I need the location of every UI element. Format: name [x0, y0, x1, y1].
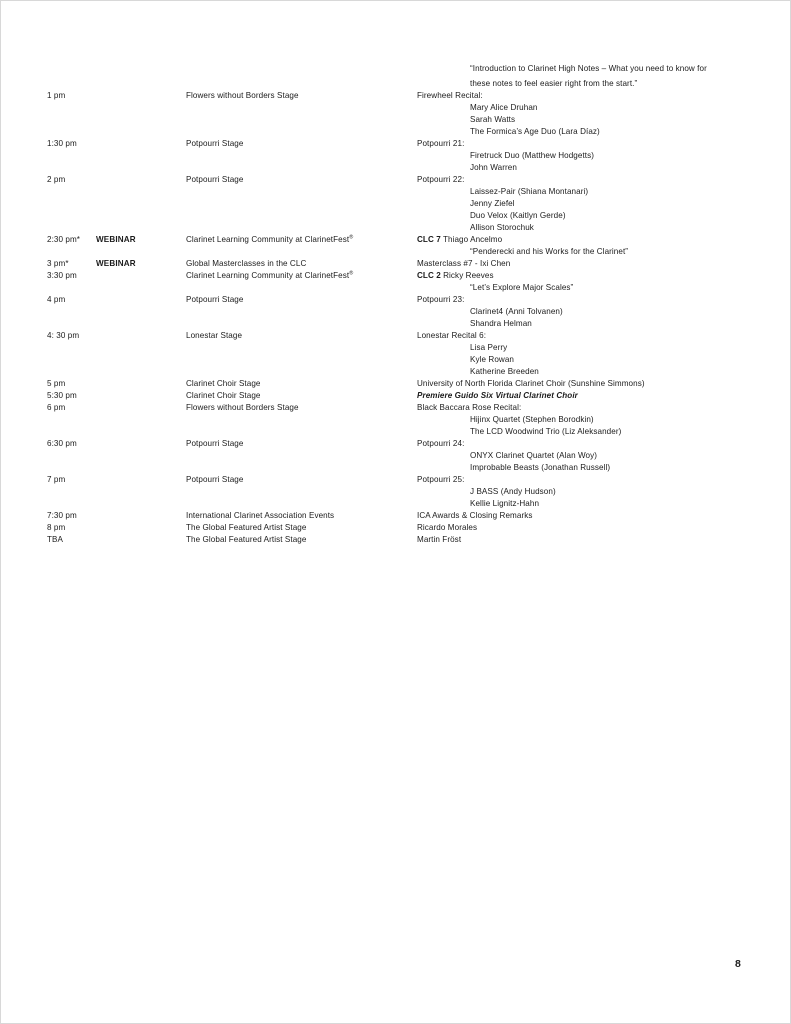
row-event-detail: Shandra Helman: [470, 319, 532, 328]
schedule-row: [0, 234, 791, 246]
row-time: 3:30 pm: [47, 271, 77, 280]
row-event-detail: Duo Velox (Kaitlyn Gerde): [470, 211, 566, 220]
row-stage-label: Clarinet Learning Community at ClarinetFest: [186, 235, 350, 244]
row-stage: [186, 522, 306, 534]
schedule-row: [0, 354, 791, 366]
row-time: 2 pm: [47, 175, 66, 184]
row-event-text: Thiago Ancelmo: [440, 235, 503, 244]
row-event-detail: Lisa Perry: [470, 343, 508, 352]
schedule-row: [0, 63, 791, 75]
row-event-detail: The Formica’s Age Duo (Lara Díaz): [470, 127, 600, 136]
row-event-detail: “Introduction to Clarinet High Notes – What you need to know for: [470, 64, 707, 73]
schedule-row: [0, 126, 791, 138]
row-time: 5:30 pm: [47, 391, 77, 400]
schedule-row: [0, 114, 791, 126]
row-stage-label: Clarinet Choir Stage: [186, 379, 261, 388]
row-event-detail: Katherine Breeden: [470, 367, 539, 376]
row-event-detail: Laissez-Pair (Shiana Montanari): [470, 187, 589, 196]
schedule-row: [0, 102, 791, 114]
row-stage-label: The Global Featured Artist Stage: [186, 523, 307, 532]
row-event-detail: Kellie Lignitz-Hahn: [470, 499, 540, 508]
row-stage-label: Flowers without Borders Stage: [186, 91, 299, 100]
row-event: Potpourri 22:: [417, 175, 465, 184]
row-event-detail: ONYX Clarinet Quartet (Alan Woy): [470, 451, 598, 460]
row-time: 8 pm: [47, 523, 66, 532]
row-time: 1 pm: [47, 91, 66, 100]
row-event-detail: Clarinet4 (Anni Tolvanen): [470, 307, 563, 316]
row-time: 2:30 pm*: [47, 235, 81, 244]
row-time: 4 pm: [47, 295, 66, 304]
row-event-detail: Firetruck Duo (Matthew Hodgetts): [470, 151, 595, 160]
row-event: Ricardo Morales: [417, 523, 478, 532]
schedule-row: [0, 486, 791, 498]
row-stage: [186, 270, 353, 282]
row-event: Masterclass #7 - Ixi Chen: [417, 259, 511, 268]
schedule-row: [0, 162, 791, 174]
row-stage-label: International Clarinet Association Events: [186, 511, 335, 520]
schedule-row: [0, 510, 791, 522]
schedule-row: [0, 78, 791, 90]
row-event-detail: The LCD Woodwind Trio (Liz Aleksander): [470, 427, 622, 436]
row-event-code: CLC 2: [417, 271, 441, 280]
row-event-detail: Allison Storochuk: [470, 223, 534, 232]
row-event-detail: “Let’s Explore Major Scales”: [470, 283, 574, 292]
row-stage: [186, 390, 261, 402]
schedule-row: [0, 138, 791, 150]
row-stage-label: Lonestar Stage: [186, 331, 243, 340]
row-event: Potpourri 24:: [417, 439, 465, 448]
schedule-row: [0, 366, 791, 378]
row-stage-label: Flowers without Borders Stage: [186, 403, 299, 412]
schedule-row: [0, 426, 791, 438]
registered-trademark-icon: ®: [349, 234, 354, 241]
row-webinar-flag: WEBINAR: [96, 235, 136, 244]
row-event-detail: Sarah Watts: [470, 115, 516, 124]
row-time: 6:30 pm: [47, 439, 77, 448]
row-event-detail: J BASS (Andy Hudson): [470, 487, 556, 496]
row-event-detail: Hijinx Quartet (Stephen Borodkin): [470, 415, 594, 424]
schedule-row: [0, 174, 791, 186]
schedule-row: [0, 186, 791, 198]
row-stage: [186, 438, 243, 450]
schedule-row: [0, 534, 791, 546]
row-stage: [186, 174, 243, 186]
schedule-row: [0, 294, 791, 306]
row-stage-label: Clarinet Choir Stage: [186, 391, 261, 400]
row-stage-label: Potpourri Stage: [186, 475, 244, 484]
schedule-row: [0, 306, 791, 318]
schedule-row: [0, 210, 791, 222]
row-stage-label: Global Masterclasses in the CLC: [186, 259, 307, 268]
schedule-row: [0, 318, 791, 330]
row-stage-label: Potpourri Stage: [186, 295, 244, 304]
row-stage: [186, 234, 353, 246]
schedule-row: [0, 474, 791, 486]
schedule-row: [0, 150, 791, 162]
schedule-row: [0, 462, 791, 474]
row-stage: [186, 138, 243, 150]
schedule-row: [0, 270, 791, 282]
row-time: TBA: [47, 535, 63, 544]
schedule-row: [0, 450, 791, 462]
row-time: 1:30 pm: [47, 139, 77, 148]
schedule-row: [0, 414, 791, 426]
schedule-row: [0, 402, 791, 414]
schedule-row: [0, 342, 791, 354]
registered-trademark-icon: ®: [349, 270, 354, 277]
row-event: Potpourri 25:: [417, 475, 465, 484]
schedule-row: [0, 282, 791, 294]
schedule-row: [0, 258, 791, 270]
row-time: 5 pm: [47, 379, 66, 388]
schedule-row: [0, 378, 791, 390]
row-event: Potpourri 23:: [417, 295, 465, 304]
schedule-row: [0, 522, 791, 534]
row-event: ICA Awards & Closing Remarks: [417, 511, 533, 520]
row-event-code: CLC 7: [417, 235, 441, 244]
row-stage: [186, 90, 299, 102]
row-event-detail: John Warren: [470, 163, 517, 172]
row-stage: [186, 510, 334, 522]
row-time: 4: 30 pm: [47, 331, 80, 340]
schedule-row: [0, 222, 791, 234]
row-event: [417, 270, 494, 282]
row-event: Premiere Guido Six Virtual Clarinet Choir: [417, 391, 578, 400]
row-event: [417, 234, 502, 246]
schedule-row: [0, 390, 791, 402]
page-number: 8: [735, 958, 741, 970]
row-webinar-flag: WEBINAR: [96, 259, 136, 268]
row-event: Lonestar Recital 6:: [417, 331, 487, 340]
row-event: Martin Fröst: [417, 535, 462, 544]
schedule-row: [0, 438, 791, 450]
row-time: 7 pm: [47, 475, 66, 484]
schedule-row: [0, 198, 791, 210]
row-stage: [186, 378, 261, 390]
row-stage-label: Potpourri Stage: [186, 175, 244, 184]
schedule-row: [0, 498, 791, 510]
row-stage-label: Clarinet Learning Community at ClarinetFest: [186, 271, 350, 280]
row-stage: [186, 534, 306, 546]
row-event: Black Baccara Rose Recital:: [417, 403, 522, 412]
row-event: Potpourri 21:: [417, 139, 465, 148]
row-event: University of North Florida Clarinet Choir (Sunshine Simmons): [417, 379, 645, 388]
schedule-row: [0, 246, 791, 258]
row-time: 3 pm*: [47, 259, 69, 268]
row-time: 7:30 pm: [47, 511, 77, 520]
row-stage-label: Potpourri Stage: [186, 139, 244, 148]
row-event-detail: Mary Alice Druhan: [470, 103, 538, 112]
row-stage: [186, 402, 299, 414]
schedule-row: [0, 330, 791, 342]
row-stage: [186, 294, 243, 306]
row-stage: [186, 330, 242, 342]
row-event-detail: Kyle Rowan: [470, 355, 514, 364]
row-stage: [186, 474, 243, 486]
row-stage: [186, 258, 306, 270]
row-stage-label: The Global Featured Artist Stage: [186, 535, 307, 544]
row-event-detail: these notes to feel easier right from the start.”: [470, 79, 638, 88]
row-event-detail: “Penderecki and his Works for the Clarinet”: [470, 247, 629, 256]
schedule-row: [0, 90, 791, 102]
row-event-detail: Improbable Beasts (Jonathan Russell): [470, 463, 611, 472]
row-event-detail: Jenny Ziefel: [470, 199, 515, 208]
row-event: Firewheel Recital:: [417, 91, 483, 100]
row-stage-label: Potpourri Stage: [186, 439, 244, 448]
row-event-text: Ricky Reeves: [440, 271, 494, 280]
row-time: 6 pm: [47, 403, 66, 412]
